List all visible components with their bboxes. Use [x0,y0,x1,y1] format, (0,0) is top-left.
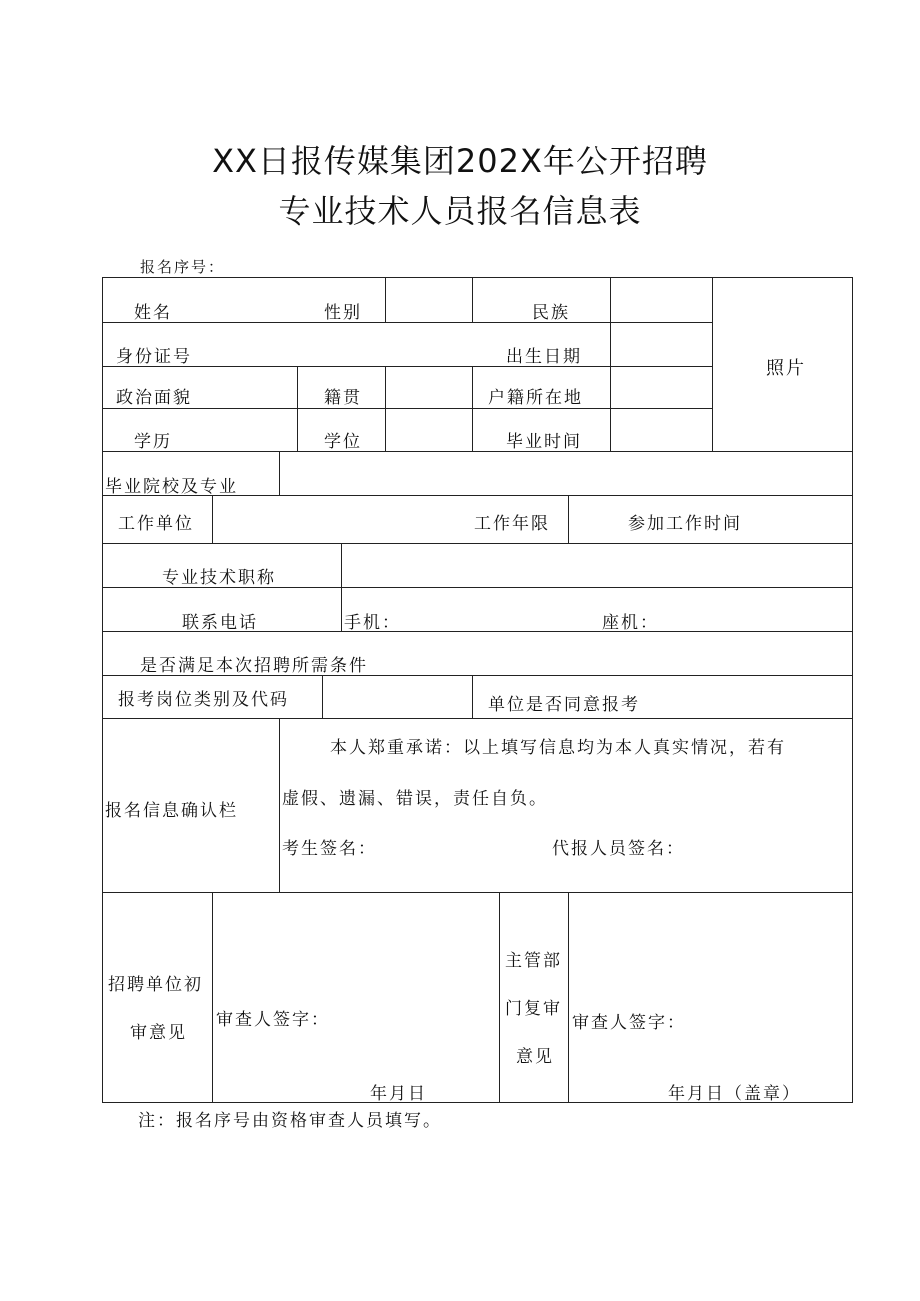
household-location-label: 户籍所在地 [488,388,583,408]
registration-number-label: 报名序号： [140,258,226,276]
col-line [568,892,569,1102]
id-number-label: 身份证号 [116,347,192,367]
unit-consent-label: 单位是否同意报考 [488,695,640,715]
col-line [472,366,473,451]
pledge-line2: 虚假、遗漏、错误，责任自负。 [282,789,548,809]
meets-requirements-label: 是否满足本次招聘所需条件 [140,656,368,676]
row-line [102,451,853,452]
secondary-review-label-line3: 意见 [516,1047,554,1067]
col-line [610,277,611,451]
col-line [385,366,386,451]
col-line [297,366,298,451]
photo-label: 照片 [766,358,806,379]
secondary-review-label-line2: 门复审 [505,999,562,1019]
col-line [322,675,323,718]
col-line [499,892,500,1102]
mobile-label: 手机： [344,613,401,633]
secondary-reviewer-signature: 审查人签字： [572,1013,686,1033]
school-major-label: 毕业院校及专业 [105,477,238,497]
col-line [279,718,280,892]
col-line [212,495,213,543]
col-line [712,277,713,451]
degree-label: 学位 [324,432,362,452]
row-line [102,366,712,367]
col-line [472,277,473,322]
contact-phone-label: 联系电话 [182,613,258,633]
work-unit-label: 工作单位 [118,514,194,534]
row-line [102,543,853,544]
position-code-label: 报考岗位类别及代码 [118,690,289,710]
work-start-time-label: 参加工作时间 [628,514,742,534]
ethnicity-label: 民族 [532,303,570,323]
birth-date-label: 出生日期 [506,347,582,367]
form-title-line2: 专业技术人员报名信息表 [278,192,642,230]
secondary-review-date-seal: 年月日（盖章） [668,1084,801,1104]
table-border-left [102,277,103,1103]
row-line [102,718,853,719]
col-line [279,451,280,495]
row-line [102,892,853,893]
initial-review-label-line1: 招聘单位初 [108,975,203,995]
col-line [472,675,473,718]
initial-reviewer-signature: 审查人签字： [216,1010,330,1030]
confirmation-label: 报名信息确认栏 [105,801,238,821]
col-line [385,277,386,322]
secondary-review-label-line1: 主管部 [505,951,562,971]
row-line [102,322,712,323]
form-note: 注：报名序号由资格审查人员填写。 [138,1111,442,1131]
candidate-signature-label: 考生签名： [282,839,377,859]
row-line [102,408,712,409]
landline-label: 座机： [602,613,659,633]
work-years-label: 工作年限 [474,514,550,534]
initial-review-label-line2: 审意见 [130,1023,187,1043]
political-status-label: 政治面貌 [116,388,192,408]
form-title-line1: XX日报传媒集团202X年公开招聘 [212,142,708,180]
table-border-right [852,277,853,1103]
initial-review-date: 年月日 [370,1084,427,1104]
col-line [568,495,569,543]
professional-title-label: 专业技术职称 [162,568,276,588]
table-border-top [102,277,853,278]
col-line [341,543,342,631]
education-label: 学历 [134,432,172,452]
graduation-time-label: 毕业时间 [506,432,582,452]
pledge-line1: 本人郑重承诺：以上填写信息均为本人真实情况，若有 [330,738,786,758]
agent-signature-label: 代报人员签名： [552,839,685,859]
col-line [212,892,213,1102]
native-place-label: 籍贯 [324,388,362,408]
gender-label: 性别 [324,303,362,323]
name-label: 姓名 [134,303,172,323]
